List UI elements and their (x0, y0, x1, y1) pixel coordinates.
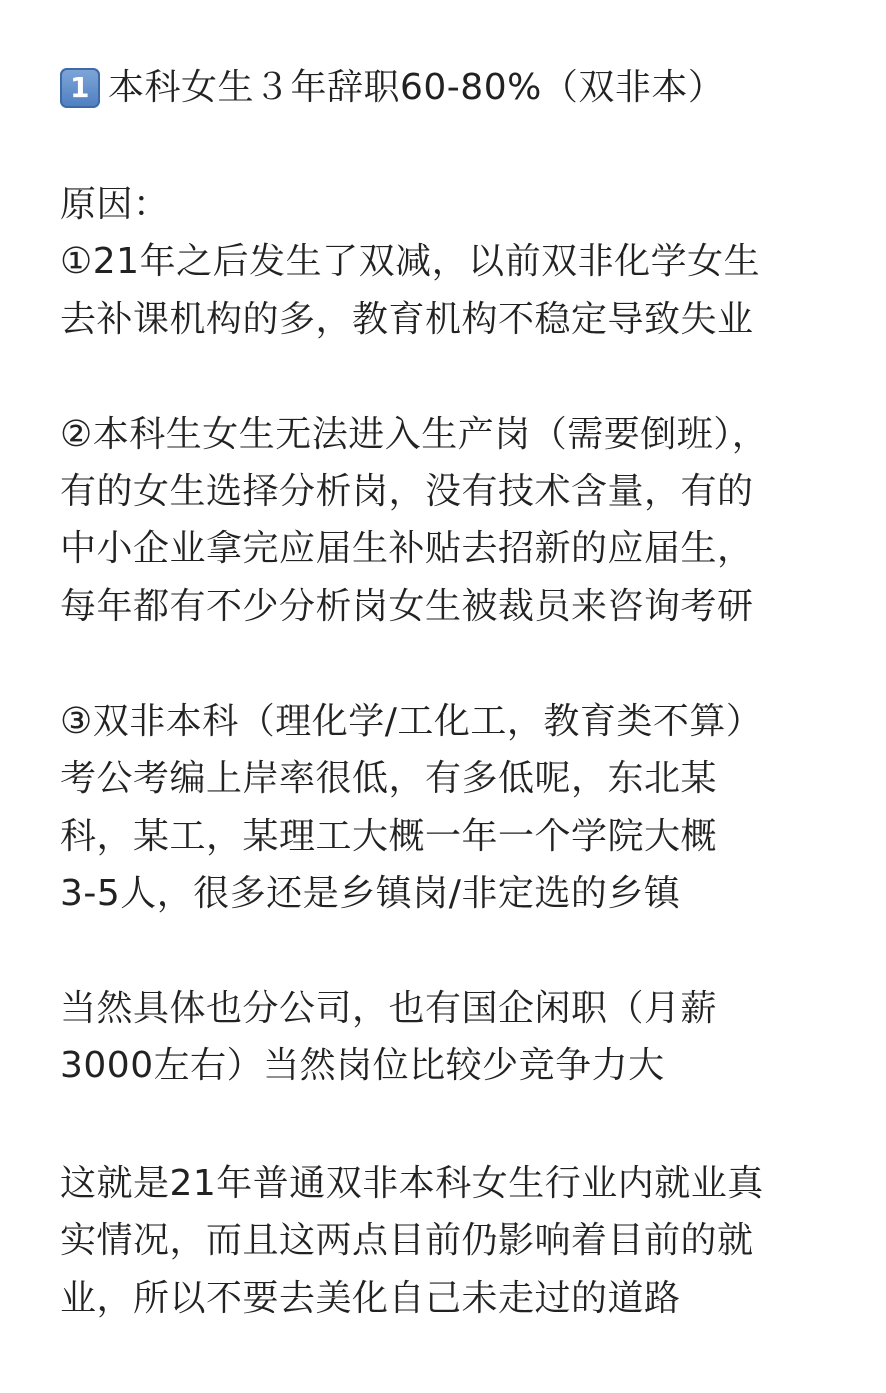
reason-3-line-4: 3-5人，很多还是乡镇岗/非定选的乡镇 (60, 873, 681, 914)
heading-text: 本科女生３年辞职60-80%（双非本） (108, 67, 725, 108)
reason-1-line-1: ①21年之后发生了双减，以前双非化学女生 (60, 241, 761, 282)
reason-2-line-2: 有的女生选择分析岗，没有技术含量，有的 (60, 471, 754, 512)
reason-1-line-2: 去补课机构的多，教育机构不稳定导致失业 (60, 299, 754, 340)
conclusion-line-1: 这就是21年普通双非本科女生行业内就业真 (60, 1163, 764, 1204)
reason-label: 原因： (60, 184, 170, 225)
note-line-1: 当然具体也分公司，也有国企闲职（月薪 (60, 988, 718, 1029)
reason-2-line-3: 中小企业拿完应届生补贴去招新的应届生， (60, 528, 754, 569)
reason-3-line-1: ③双非本科（理化学/工化工，教育类不算） (60, 701, 763, 742)
keycap-one-icon: 1 (60, 68, 100, 108)
reason-3-line-3: 科，某工，某理工大概一年一个学院大概 (60, 816, 718, 857)
conclusion-line-2: 实情况，而且这两点目前仍影响着目前的就 (60, 1220, 754, 1261)
reason-2-line-1: ②本科生女生无法进入生产岗（需要倒班）， (60, 414, 769, 455)
heading (60, 66, 724, 110)
reason-2-line-4: 每年都有不少分析岗女生被裁员来咨询考研 (60, 586, 754, 627)
reason-3-line-2: 考公考编上岸率很低，有多低呢，东北某 (60, 758, 718, 799)
conclusion-line-3: 业，所以不要去美化自己未走过的道路 (60, 1278, 681, 1319)
note-line-2: 3000左右）当然岗位比较少竞争力大 (60, 1045, 665, 1086)
